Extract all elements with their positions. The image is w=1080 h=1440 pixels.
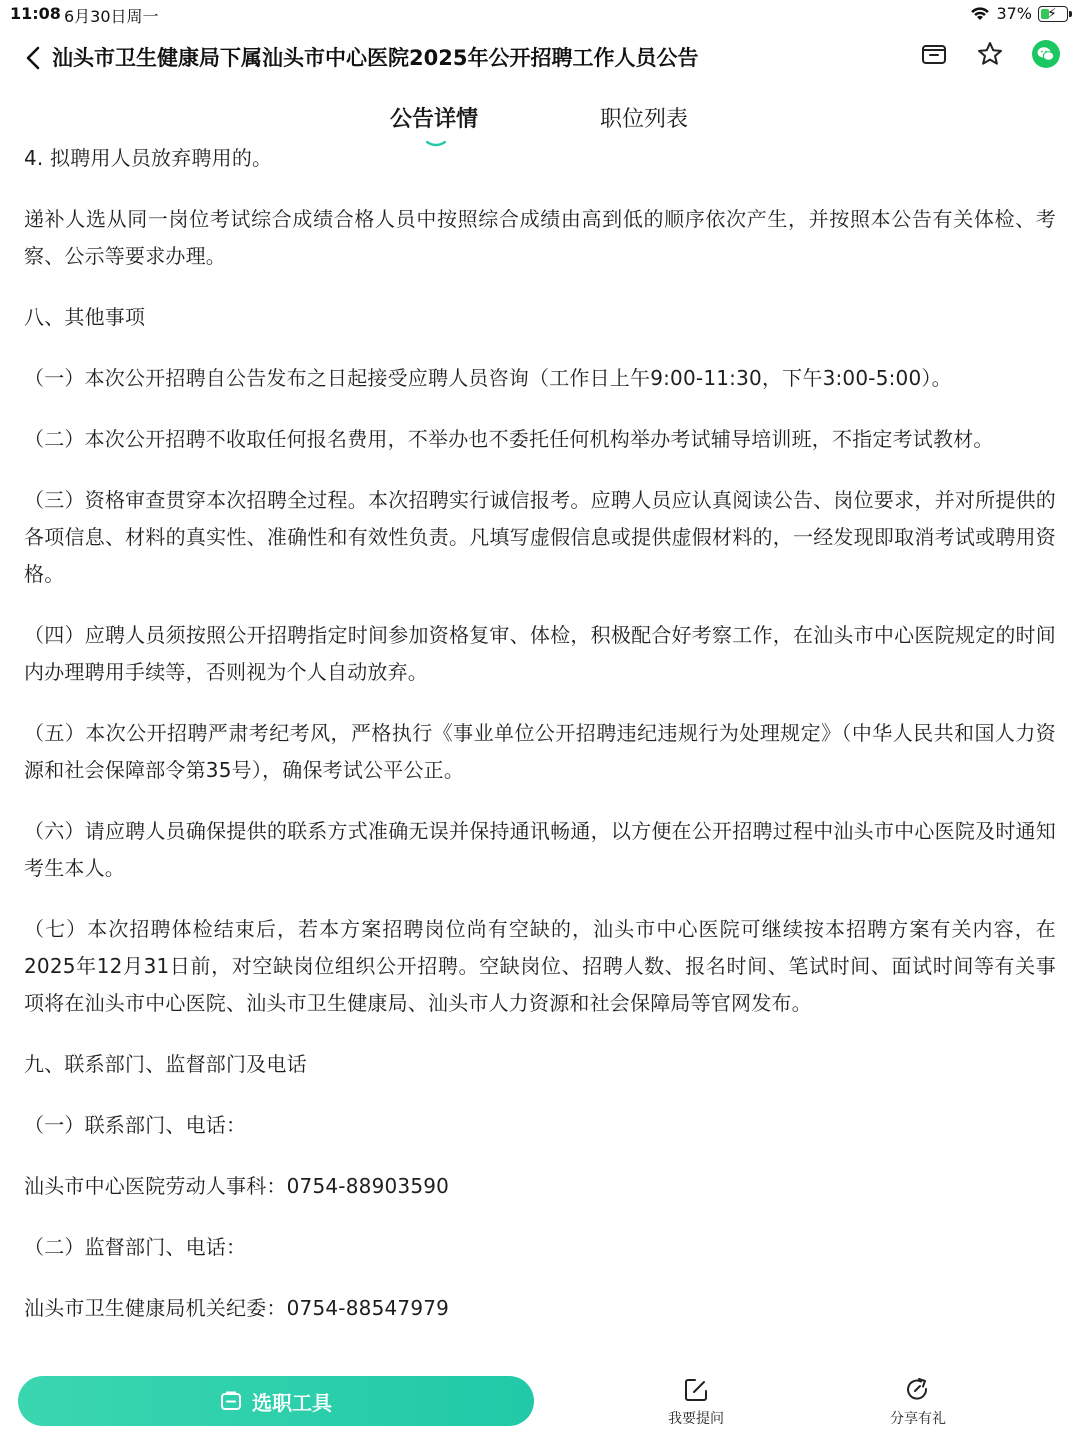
nav-header	[0, 36, 1080, 80]
page-title: 汕头市卫生健康局下属汕头市中心医院2025年公开招聘工作人员公告	[52, 46, 699, 70]
section-heading: 九、联系部门、监督部门及电话	[24, 1052, 307, 1076]
header-actions	[920, 40, 1060, 68]
tab-active-indicator	[426, 132, 446, 138]
share-gift-button[interactable]	[890, 1376, 946, 1428]
folder-icon[interactable]	[920, 40, 948, 68]
battery-percent: 37%	[996, 4, 1032, 23]
chevron-left-icon[interactable]	[20, 40, 50, 76]
select-tool-label: 选职工具	[252, 1390, 332, 1415]
share-gift-label: 分享有礼	[890, 1411, 946, 1427]
tab-bar	[0, 98, 1080, 142]
paragraph: （七）本次招聘体检结束后，若本方案招聘岗位尚有空缺的，汕头市中心医院可继续按本招聘方案有关内容，在2025年12月31日前，对空缺岗位组织公开招聘。空缺岗位、招聘人数、报名时间、笔试时间、面试时间等有关事项将在汕头市中心医院、汕头市卫生健康局、汕头市人力资源和社会保障局等官网发布。	[24, 917, 1056, 1015]
select-tool-button[interactable]	[18, 1376, 534, 1426]
status-time: 11:08	[10, 4, 61, 23]
contact-line: 汕头市卫生健康局机关纪委：0754-88547979	[24, 1296, 450, 1320]
ask-question-label: 我要提问	[668, 1411, 724, 1427]
notice-content	[24, 140, 1056, 1351]
edit-icon	[682, 1376, 710, 1404]
tab-notice-detail[interactable]: 公告详情	[390, 107, 479, 132]
tool-icon	[220, 1390, 242, 1412]
share-icon	[904, 1376, 932, 1404]
charging-bolt-icon: ⚡	[1047, 5, 1057, 22]
star-icon[interactable]	[976, 40, 1004, 68]
paragraph: （一）联系部门、电话：	[24, 1113, 247, 1137]
wifi-icon	[970, 6, 990, 22]
ask-question-button[interactable]	[668, 1376, 724, 1428]
battery-icon	[1038, 6, 1068, 22]
paragraph: （二）监督部门、电话：	[24, 1235, 247, 1259]
paragraph: （五）本次公开招聘严肃考纪考风，严格执行《事业单位公开招聘违纪违规行为处理规定》（中华人民共和国人力资源和社会保障部令第35号），确保考试公平公正。	[24, 721, 1056, 782]
paragraph: （一）本次公开招聘自公告发布之日起接受应聘人员咨询（工作日上午9:00-11:30，下午3:00-5:00）。	[24, 366, 952, 390]
status-bar	[0, 0, 1080, 28]
paragraph: （三）资格审查贯穿本次招聘全过程。本次招聘实行诚信报考。应聘人员应认真阅读公告、岗位要求，并对所提供的各项信息、材料的真实性、准确性和有效性负责。凡填写虚假信息或提供虚假材料的，一经发现即取消考试或聘用资格。	[24, 488, 1056, 586]
paragraph: 递补人选从同一岗位考试综合成绩合格人员中按照综合成绩由高到低的顺序依次产生，并按照本公告有关体检、考察、公示等要求办理。	[24, 207, 1056, 268]
paragraph: （六）请应聘人员确保提供的联系方式准确无误并保持通讯畅通，以方便在公开招聘过程中汕头市中心医院及时通知考生本人。	[24, 819, 1056, 880]
status-right	[970, 4, 1068, 23]
contact-line: 汕头市中心医院劳动人事科：0754-88903590	[24, 1174, 450, 1198]
bottom-bar	[0, 1368, 1080, 1440]
section-heading: 八、其他事项	[24, 305, 146, 329]
wechat-icon[interactable]	[1032, 40, 1060, 68]
tab-position-list[interactable]: 职位列表	[600, 107, 689, 132]
status-date: 6月30日周一	[64, 7, 159, 26]
paragraph: （二）本次公开招聘不收取任何报名费用，不举办也不委托任何机构举办考试辅导培训班，不指定考试教材。	[24, 427, 994, 451]
paragraph: 4. 拟聘用人员放弃聘用的。	[24, 146, 273, 170]
paragraph: （四）应聘人员须按照公开招聘指定时间参加资格复审、体检，积极配合好考察工作，在汕头市中心医院规定的时间内办理聘用手续等，否则视为个人自动放弃。	[24, 623, 1056, 684]
